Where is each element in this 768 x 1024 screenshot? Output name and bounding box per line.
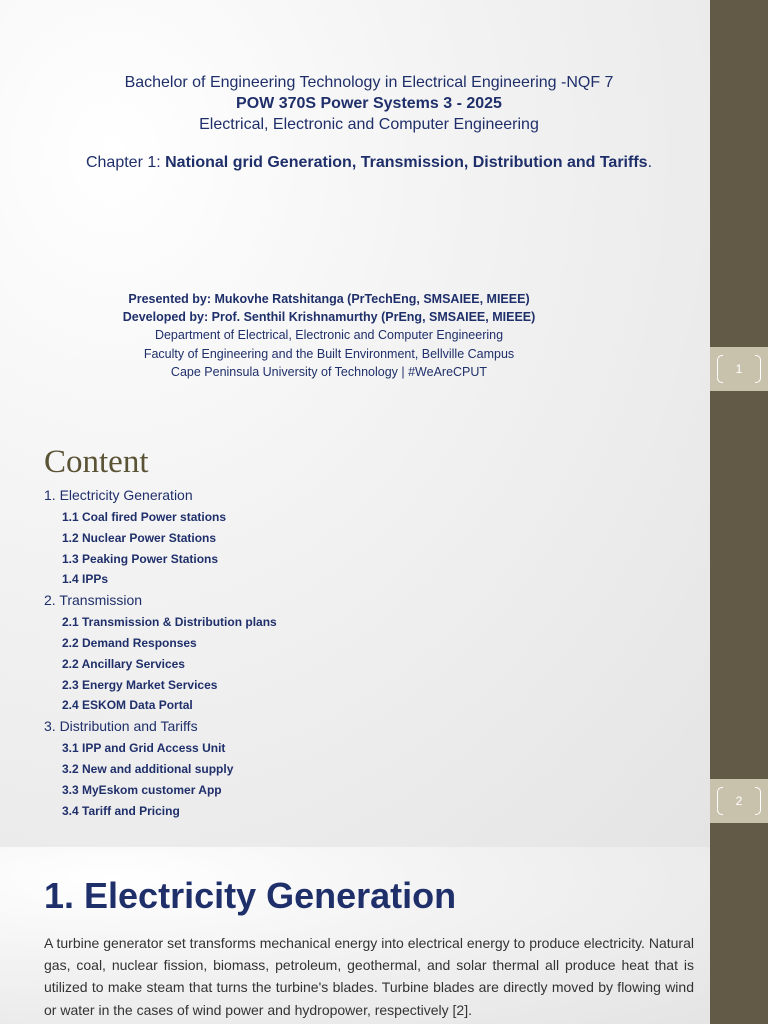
department-line: Electrical, Electronic and Computer Engineering: [199, 116, 539, 133]
table-of-contents: [44, 485, 277, 821]
toc-item: 2.2 Ancillary Services: [62, 656, 185, 671]
course-line: POW 370S Power Systems 3 - 2025: [236, 95, 502, 112]
toc-item: 1.3 Peaking Power Stations: [62, 551, 219, 566]
chapter-prefix: Chapter 1:: [85, 154, 166, 171]
toc-item: 3.3 MyEskom customer App: [62, 782, 222, 797]
toc-item: 1.1 Coal fired Power stations: [62, 510, 227, 524]
faculty-name: Faculty of Engineering and the Built Environment, Bellville Campus: [143, 346, 515, 361]
toc-item: 2.2 Demand Responses: [62, 635, 197, 650]
page-number-badge: [710, 779, 768, 823]
page-number-label: 2: [735, 794, 743, 808]
toc-item: 2.3 Energy Market Services: [62, 677, 218, 692]
right-bracket-icon: [755, 787, 761, 815]
slide-2-heading: 1. Electricity Generation: [44, 875, 457, 916]
page-number: [717, 787, 761, 815]
page-sidebar: [710, 0, 768, 1024]
department-name: Department of Electrical, Electronic and Computer Engineering: [154, 328, 504, 343]
slide-title-block: [0, 72, 710, 173]
toc-item: 1.2 Nuclear Power Stations: [62, 530, 217, 545]
developed-by: Developed by: Prof. Senthil Krishnamurthy (PrEng, SMSAIEE, MIEEE): [122, 310, 536, 325]
left-bracket-icon: [717, 355, 723, 383]
toc-section: 3. Distribution and Tariffs: [44, 718, 198, 735]
content-heading: Content: [44, 444, 149, 480]
toc-item: 3.1 IPP and Grid Access Unit: [62, 741, 226, 756]
toc-item: 2.4 ESKOM Data Portal: [62, 698, 193, 713]
page-number: [717, 355, 761, 383]
presenter-block: [0, 290, 658, 381]
toc-item: 1.4 IPPs: [62, 572, 109, 587]
toc-section: 1. Electricity Generation: [44, 487, 193, 503]
left-bracket-icon: [717, 787, 723, 815]
university-name: Cape Peninsula University of Technology | #WeAreCPUT: [170, 364, 488, 379]
program-line: Bachelor of Engineering Technology in Electrical Engineering -NQF 7: [124, 74, 614, 91]
toc-item: 3.4 Tariff and Pricing: [62, 803, 180, 818]
right-bracket-icon: [755, 355, 761, 383]
page-number-badge: [710, 347, 768, 391]
slide-2-body: A turbine generator set transforms mechanical energy into electrical energy to produce electricity. Natural gas, coal, nuclear fission, biomass, petroleum, geothermal, and solar thermal all produce heat that is utilized to make steam that turns the turbine's blades. Turbine blades are directly moved by flowing wind or water in the cases of wind power and hydropower, respectively [2].: [44, 935, 694, 1018]
chapter-line: [0, 152, 710, 173]
toc-section: 2. Transmission: [44, 592, 143, 609]
chapter-suffix: .: [647, 154, 653, 171]
toc-item: 3.2 New and additional supply: [62, 761, 234, 776]
chapter-title: National grid Generation, Transmission, Distribution and Tariffs: [165, 154, 648, 171]
page-number-label: 1: [735, 362, 743, 376]
presented-by: Presented by: Mukovhe Ratshitanga (PrTechEng, SMSAIEE, MIEEE): [128, 292, 530, 306]
toc-item: 2.1 Transmission & Distribution plans: [62, 615, 277, 630]
